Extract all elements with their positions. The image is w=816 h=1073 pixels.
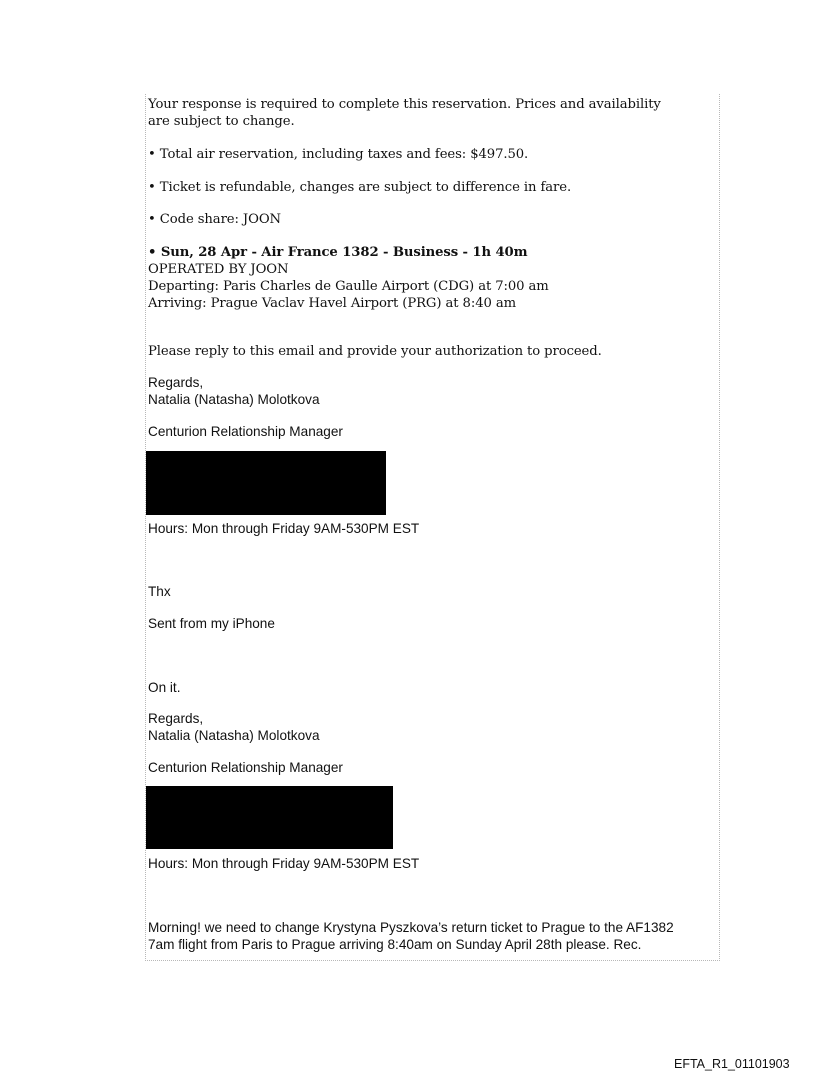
signature-2-regards: Regards, [148, 711, 204, 726]
bullet-code-share: • Code share: JOON [148, 211, 281, 228]
signature-1-hours: Hours: Mon through Friday 9AM-530PM EST [148, 521, 420, 536]
signature-2 [148, 711, 320, 744]
bullet-refundable: • Ticket is refundable, changes are subject to difference in fare. [148, 179, 571, 196]
on-it: On it. [148, 680, 181, 695]
flight-departing: Departing: Paris Charles de Gaulle Airport (CDG) at 7:00 am [148, 279, 549, 294]
document-id: EFTA_R1_01101903 [674, 1057, 790, 1071]
signature-2-name: Natalia (Natasha) Molotkova [148, 727, 320, 743]
signature-2-title: Centurion Relationship Manager [148, 760, 343, 775]
redaction-block-1 [146, 451, 386, 515]
original-message [148, 920, 674, 953]
flight-operated-by: OPERATED BY JOON [148, 262, 289, 277]
intro-line-2: are subject to change. [148, 114, 295, 129]
signature-1-name: Natalia (Natasha) Molotkova [148, 391, 320, 407]
reply-thx: Thx [148, 584, 171, 599]
intro-paragraph [148, 96, 661, 130]
signature-1 [148, 375, 320, 408]
signature-2-hours: Hours: Mon through Friday 9AM-530PM EST [148, 856, 420, 871]
intro-line-1: Your response is required to complete this reservation. Prices and availability [148, 97, 661, 112]
reply-request: Please reply to this email and provide your authorization to proceed. [148, 344, 602, 359]
sent-from-iphone: Sent from my iPhone [148, 616, 275, 631]
redaction-block-2 [146, 786, 393, 849]
signature-1-regards: Regards, [148, 375, 204, 390]
original-message-line-1: Morning! we need to change Krystyna Pyszkova’s return ticket to Prague to the AF1382 [148, 920, 674, 935]
bullet-total-price: • Total air reservation, including taxes and fees: $497.50. [148, 146, 528, 163]
flight-header: • Sun, 28 Apr - Air France 1382 - Business - 1h 40m [148, 244, 549, 261]
flight-details [148, 244, 549, 312]
signature-1-title: Centurion Relationship Manager [148, 424, 343, 439]
flight-arriving: Arriving: Prague Vaclav Havel Airport (PRG) at 8:40 am [148, 296, 517, 311]
original-message-line-2: 7am flight from Paris to Prague arriving 8:40am on Sunday April 28th please. Rec. [148, 936, 642, 952]
